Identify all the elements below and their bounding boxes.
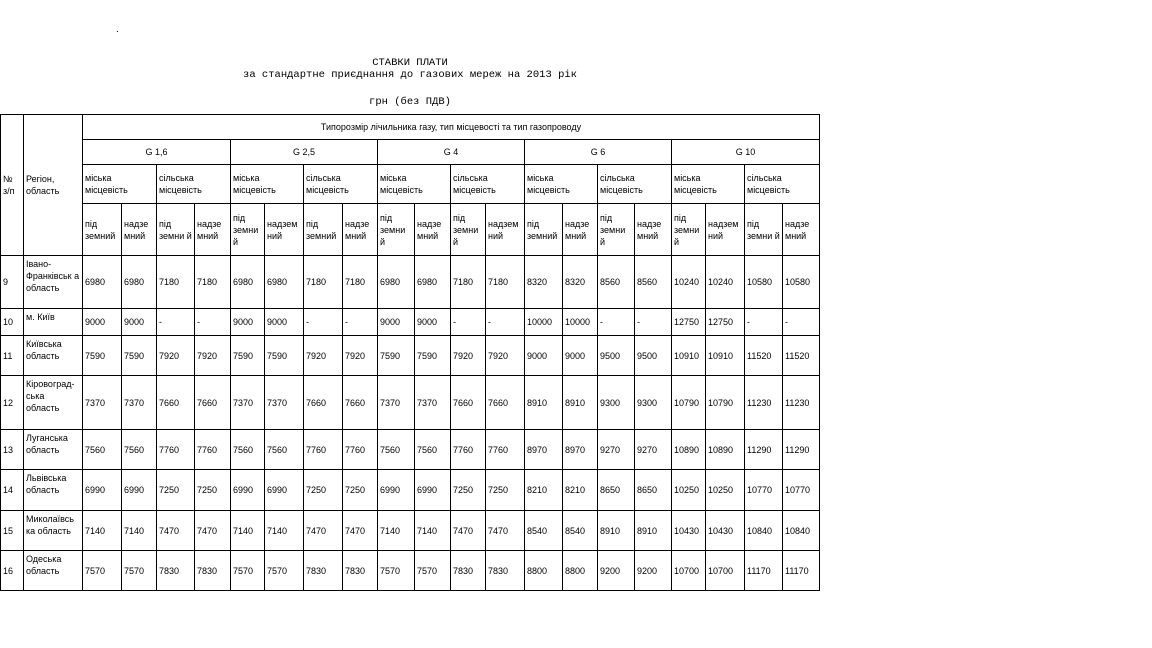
rate-cell: 7920 (157, 336, 195, 376)
rate-cell: 8540 (563, 511, 598, 551)
rate-cell: 7660 (304, 376, 343, 430)
rate-cell: 6990 (122, 470, 157, 511)
pipe-type-header: надзе мний (783, 204, 820, 256)
document-title: СТАВКИ ПЛАТИ (372, 57, 448, 69)
currency-unit: грн (без ПДВ) (369, 96, 451, 108)
rate-cell: 7470 (157, 511, 195, 551)
rate-cell: 8320 (563, 256, 598, 309)
rate-cell: 11170 (783, 551, 820, 591)
region-cell: м. Київ (24, 309, 83, 336)
rate-cell: 8970 (525, 430, 563, 470)
rate-cell: 6980 (378, 256, 415, 309)
rate-cell: 7830 (157, 551, 195, 591)
table-row (1, 430, 820, 470)
rate-cell: - (157, 309, 195, 336)
rate-cell: 10000 (563, 309, 598, 336)
rate-cell: 10240 (706, 256, 745, 309)
rate-cell: 8910 (563, 376, 598, 430)
rate-cell: 7830 (343, 551, 378, 591)
rate-cell: 7560 (83, 430, 122, 470)
rate-cell: 8560 (635, 256, 672, 309)
rate-cell: 7590 (231, 336, 265, 376)
rate-cell: 11230 (783, 376, 820, 430)
rate-cell: 10700 (672, 551, 706, 591)
rates-table (0, 114, 820, 591)
col-region-header: Регіон, область (24, 115, 83, 256)
rate-cell: 7250 (486, 470, 525, 511)
rate-cell: 8320 (525, 256, 563, 309)
locality-header: міська місцевість (231, 165, 304, 204)
rate-cell: 7180 (157, 256, 195, 309)
locality-header: сільська місцевість (451, 165, 525, 204)
rate-cell: 7760 (304, 430, 343, 470)
locality-header: сільська місцевість (598, 165, 672, 204)
table-row (1, 336, 820, 376)
rate-cell: 10700 (706, 551, 745, 591)
document-subtitle: за стандартне приєднання до газових мереж на 2013 рік (243, 69, 577, 81)
rate-cell: 7560 (415, 430, 451, 470)
rate-cell: 10250 (706, 470, 745, 511)
pipe-type-header: під земний (83, 204, 122, 256)
row-number: 10 (1, 309, 24, 336)
pipe-type-header: під земний (525, 204, 563, 256)
table-row (1, 256, 820, 309)
rate-cell: 10250 (672, 470, 706, 511)
region-cell: Івано-Франківськ а область (24, 256, 83, 309)
meter-header: G 10 (672, 140, 820, 165)
rate-cell: 9270 (598, 430, 635, 470)
row-number: 13 (1, 430, 24, 470)
rate-cell: 10770 (783, 470, 820, 511)
rate-cell: 7370 (415, 376, 451, 430)
rate-cell: 7660 (486, 376, 525, 430)
pipe-type-header: під земни й (157, 204, 195, 256)
rate-cell: 7920 (195, 336, 231, 376)
rate-cell: 7920 (304, 336, 343, 376)
row-number: 16 (1, 551, 24, 591)
rate-cell: - (783, 309, 820, 336)
col-number-header: № з/п (1, 115, 24, 256)
locality-header: міська місцевість (83, 165, 157, 204)
pipe-type-header: надзе мний (635, 204, 672, 256)
rate-cell: 7570 (415, 551, 451, 591)
rate-cell: 10790 (706, 376, 745, 430)
rate-cell: 9200 (635, 551, 672, 591)
locality-header: сільська місцевість (745, 165, 820, 204)
locality-header: міська місцевість (672, 165, 745, 204)
rate-cell: 8970 (563, 430, 598, 470)
rate-cell: 9500 (598, 336, 635, 376)
rate-cell: 11170 (745, 551, 783, 591)
pipe-type-header: надзем ний (265, 204, 304, 256)
rate-cell: - (598, 309, 635, 336)
rate-cell: 7470 (451, 511, 486, 551)
rate-cell: 10430 (706, 511, 745, 551)
rate-cell: 9000 (378, 309, 415, 336)
rate-cell: 10430 (672, 511, 706, 551)
rate-cell: 6980 (265, 256, 304, 309)
table-row (1, 309, 820, 336)
rate-cell: 7140 (415, 511, 451, 551)
rate-cell: 7370 (83, 376, 122, 430)
region-cell: Одеська область (24, 551, 83, 591)
rate-cell: 11290 (783, 430, 820, 470)
region-cell: Київська область (24, 336, 83, 376)
pipe-type-header: надзе мний (563, 204, 598, 256)
rate-cell: 7760 (195, 430, 231, 470)
rate-cell: 10770 (745, 470, 783, 511)
rate-cell: 8540 (525, 511, 563, 551)
rate-cell: 9000 (83, 309, 122, 336)
rate-cell: 7920 (486, 336, 525, 376)
rate-cell: 6990 (265, 470, 304, 511)
rate-cell: 7570 (83, 551, 122, 591)
rate-cell: 6990 (231, 470, 265, 511)
region-cell: Кіровоград-ська область (24, 376, 83, 430)
rate-cell: 6980 (415, 256, 451, 309)
rate-cell: 10580 (745, 256, 783, 309)
region-cell: Луганська область (24, 430, 83, 470)
locality-header: сільська місцевість (157, 165, 231, 204)
rate-cell: 6990 (83, 470, 122, 511)
rate-cell: 7570 (122, 551, 157, 591)
rate-cell: 10000 (525, 309, 563, 336)
locality-header: міська місцевість (378, 165, 451, 204)
pipe-type-header: під земни й (598, 204, 635, 256)
rate-cell: 7180 (343, 256, 378, 309)
rate-cell: - (195, 309, 231, 336)
rate-cell: 9200 (598, 551, 635, 591)
rate-cell: 7590 (415, 336, 451, 376)
rate-cell: 7470 (343, 511, 378, 551)
rate-cell: 8800 (563, 551, 598, 591)
rate-cell: 8650 (635, 470, 672, 511)
rate-cell: 10240 (672, 256, 706, 309)
pipe-type-header: надзе мний (195, 204, 231, 256)
rate-cell: 8910 (598, 511, 635, 551)
rate-cell: - (451, 309, 486, 336)
rate-cell: 7140 (122, 511, 157, 551)
row-number: 9 (1, 256, 24, 309)
pipe-type-header: надзе мний (343, 204, 378, 256)
rate-cell: 7140 (231, 511, 265, 551)
rate-cell: 7180 (195, 256, 231, 309)
rate-cell: 7180 (304, 256, 343, 309)
group-header: Типорозмір лічильника газу, тип місцевості та тип газопроводу (83, 115, 820, 140)
rate-cell: 7370 (378, 376, 415, 430)
rate-cell: 8910 (635, 511, 672, 551)
rate-cell: 6980 (83, 256, 122, 309)
row-number: 15 (1, 511, 24, 551)
rate-cell: 8210 (563, 470, 598, 511)
rate-cell: 7250 (195, 470, 231, 511)
rate-cell: 7830 (304, 551, 343, 591)
rate-cell: 7180 (451, 256, 486, 309)
rate-cell: 7760 (343, 430, 378, 470)
rate-cell: 7140 (83, 511, 122, 551)
rate-cell: 7570 (378, 551, 415, 591)
rate-cell: 7180 (486, 256, 525, 309)
rate-cell: 7590 (378, 336, 415, 376)
rate-cell: 10840 (783, 511, 820, 551)
rate-cell: 7560 (231, 430, 265, 470)
locality-header: міська місцевість (525, 165, 598, 204)
rate-cell: 7470 (486, 511, 525, 551)
meter-header: G 4 (378, 140, 525, 165)
rate-cell: 7660 (343, 376, 378, 430)
row-number: 12 (1, 376, 24, 430)
rate-cell: 7660 (195, 376, 231, 430)
rate-cell: 10580 (783, 256, 820, 309)
rate-cell: 7370 (265, 376, 304, 430)
rate-cell: - (745, 309, 783, 336)
meter-header: G 1,6 (83, 140, 231, 165)
rate-cell: 7920 (343, 336, 378, 376)
rate-cell: 7250 (343, 470, 378, 511)
rate-cell: 7250 (157, 470, 195, 511)
rate-cell: 9270 (635, 430, 672, 470)
locality-header: сільська місцевість (304, 165, 378, 204)
rate-cell: 10890 (672, 430, 706, 470)
rate-cell: 6990 (415, 470, 451, 511)
pipe-type-header: надзем ний (486, 204, 525, 256)
rate-cell: 11520 (745, 336, 783, 376)
rate-cell: 8650 (598, 470, 635, 511)
table-row (1, 551, 820, 591)
pipe-type-header: надзе мний (122, 204, 157, 256)
table-row (1, 511, 820, 551)
rate-cell: 7560 (122, 430, 157, 470)
pipe-type-header: під земни й (378, 204, 415, 256)
rate-cell: 9000 (231, 309, 265, 336)
rate-cell: - (486, 309, 525, 336)
rate-cell: 9000 (122, 309, 157, 336)
rate-cell: 10910 (706, 336, 745, 376)
rate-cell: 7370 (122, 376, 157, 430)
region-cell: Львівська область (24, 470, 83, 511)
rate-cell: 11520 (783, 336, 820, 376)
meter-header: G 6 (525, 140, 672, 165)
rate-cell: 6980 (231, 256, 265, 309)
rate-cell: 10840 (745, 511, 783, 551)
rate-cell: 7590 (265, 336, 304, 376)
rate-cell: 7830 (451, 551, 486, 591)
rate-cell: 8910 (525, 376, 563, 430)
pipe-type-header: під земни й (672, 204, 706, 256)
rate-cell: 7590 (83, 336, 122, 376)
rate-cell: 8210 (525, 470, 563, 511)
rate-cell: 7140 (378, 511, 415, 551)
rate-cell: 7830 (195, 551, 231, 591)
rate-cell: 9000 (265, 309, 304, 336)
row-number: 14 (1, 470, 24, 511)
rate-cell: 7760 (157, 430, 195, 470)
rate-cell: 7140 (265, 511, 304, 551)
rate-cell: 7830 (486, 551, 525, 591)
pipe-type-header: надзем ний (706, 204, 745, 256)
rate-cell: 7660 (157, 376, 195, 430)
pipe-type-header: під земний (304, 204, 343, 256)
pipe-type-header: під земни й (231, 204, 265, 256)
rate-cell: 7760 (486, 430, 525, 470)
rate-cell: 7590 (122, 336, 157, 376)
rate-cell: 10890 (706, 430, 745, 470)
rate-cell: 8560 (598, 256, 635, 309)
rate-cell: 7370 (231, 376, 265, 430)
pipe-type-header: під земни й (451, 204, 486, 256)
rate-cell: 9300 (598, 376, 635, 430)
rate-cell: 9000 (415, 309, 451, 336)
rate-cell: 6980 (122, 256, 157, 309)
rate-cell: 7250 (451, 470, 486, 511)
pipe-type-header: під земни й (745, 204, 783, 256)
table-row (1, 376, 820, 430)
rate-cell: 9500 (635, 336, 672, 376)
rate-cell: 7660 (451, 376, 486, 430)
rate-cell: 7560 (265, 430, 304, 470)
rate-cell: 10790 (672, 376, 706, 430)
pipe-type-header: надзе мний (415, 204, 451, 256)
rate-cell: 9000 (525, 336, 563, 376)
region-cell: Миколаївсь ка область (24, 511, 83, 551)
meter-header: G 2,5 (231, 140, 378, 165)
rate-cell: 9000 (563, 336, 598, 376)
rate-cell: 12750 (706, 309, 745, 336)
table-row (1, 470, 820, 511)
rate-cell: 9300 (635, 376, 672, 430)
rate-cell: 8800 (525, 551, 563, 591)
rate-cell: 7760 (451, 430, 486, 470)
rate-cell: 7920 (451, 336, 486, 376)
rate-cell: 7570 (265, 551, 304, 591)
row-number: 11 (1, 336, 24, 376)
rate-cell: 7570 (231, 551, 265, 591)
rate-cell: 7250 (304, 470, 343, 511)
rate-cell: 6990 (378, 470, 415, 511)
rate-cell: 7470 (304, 511, 343, 551)
rate-cell: 7560 (378, 430, 415, 470)
rate-cell: - (635, 309, 672, 336)
rate-cell: - (304, 309, 343, 336)
rate-cell: 12750 (672, 309, 706, 336)
rate-cell: - (343, 309, 378, 336)
rate-cell: 7470 (195, 511, 231, 551)
stray-dot: . (116, 24, 119, 35)
rate-cell: 10910 (672, 336, 706, 376)
rate-cell: 11290 (745, 430, 783, 470)
rate-cell: 11230 (745, 376, 783, 430)
